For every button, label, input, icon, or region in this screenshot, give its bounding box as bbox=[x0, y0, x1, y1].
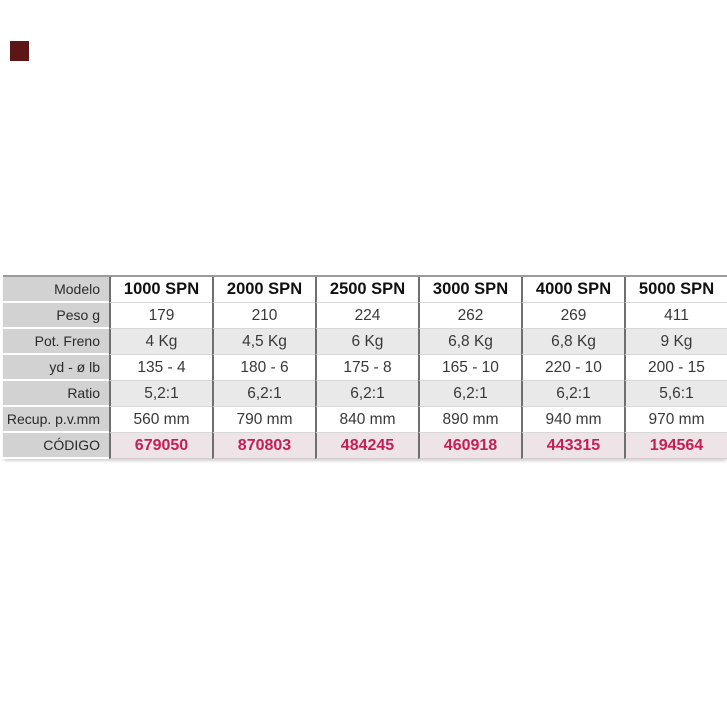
value-cell-peso: 269 bbox=[521, 303, 624, 329]
value-cell-peso: 411 bbox=[624, 303, 727, 329]
value-cell-recup: 890 mm bbox=[418, 407, 521, 433]
value-cell-pot-freno: 4,5 Kg bbox=[212, 329, 315, 355]
value-cell-yd-lb: 175 - 8 bbox=[315, 355, 418, 381]
value-cell-recup: 840 mm bbox=[315, 407, 418, 433]
header-cell-model: 5000 SPN bbox=[624, 277, 727, 303]
value-cell-ratio: 6,2:1 bbox=[315, 381, 418, 407]
value-cell-yd-lb: 200 - 15 bbox=[624, 355, 727, 381]
value-cell-yd-lb: 165 - 10 bbox=[418, 355, 521, 381]
value-cell-ratio: 6,2:1 bbox=[212, 381, 315, 407]
row-label-peso: Peso g bbox=[3, 303, 109, 329]
code-cell: 460918 bbox=[418, 433, 521, 459]
value-cell-recup: 560 mm bbox=[109, 407, 212, 433]
code-cell: 870803 bbox=[212, 433, 315, 459]
value-cell-recup: 970 mm bbox=[624, 407, 727, 433]
value-cell-ratio: 5,2:1 bbox=[109, 381, 212, 407]
code-cell: 679050 bbox=[109, 433, 212, 459]
value-cell-recup: 790 mm bbox=[212, 407, 315, 433]
row-label-yd-lb: yd - ø lb bbox=[3, 355, 109, 381]
value-cell-peso: 262 bbox=[418, 303, 521, 329]
value-cell-yd-lb: 135 - 4 bbox=[109, 355, 212, 381]
value-cell-peso: 179 bbox=[109, 303, 212, 329]
value-cell-pot-freno: 6,8 Kg bbox=[521, 329, 624, 355]
value-cell-pot-freno: 9 Kg bbox=[624, 329, 727, 355]
header-cell-model: 2500 SPN bbox=[315, 277, 418, 303]
code-cell: 194564 bbox=[624, 433, 727, 459]
value-cell-peso: 224 bbox=[315, 303, 418, 329]
row-label-pot-freno: Pot. Freno bbox=[3, 329, 109, 355]
code-cell: 484245 bbox=[315, 433, 418, 459]
value-cell-pot-freno: 6,8 Kg bbox=[418, 329, 521, 355]
value-cell-ratio: 6,2:1 bbox=[418, 381, 521, 407]
header-cell-model: 2000 SPN bbox=[212, 277, 315, 303]
corner-mark-icon bbox=[10, 41, 29, 61]
value-cell-pot-freno: 6 Kg bbox=[315, 329, 418, 355]
value-cell-peso: 210 bbox=[212, 303, 315, 329]
header-cell-model: 3000 SPN bbox=[418, 277, 521, 303]
header-cell-model: 4000 SPN bbox=[521, 277, 624, 303]
code-cell: 443315 bbox=[521, 433, 624, 459]
row-label-recup: Recup. p.v.mm bbox=[3, 407, 109, 433]
header-cell-model: 1000 SPN bbox=[109, 277, 212, 303]
value-cell-pot-freno: 4 Kg bbox=[109, 329, 212, 355]
value-cell-ratio: 6,2:1 bbox=[521, 381, 624, 407]
value-cell-recup: 940 mm bbox=[521, 407, 624, 433]
row-label-ratio: Ratio bbox=[3, 381, 109, 407]
value-cell-ratio: 5,6:1 bbox=[624, 381, 727, 407]
row-label-codigo: CÓDIGO bbox=[3, 433, 109, 459]
row-label-modelo: Modelo bbox=[3, 277, 109, 303]
spec-table bbox=[3, 275, 727, 459]
value-cell-yd-lb: 180 - 6 bbox=[212, 355, 315, 381]
value-cell-yd-lb: 220 - 10 bbox=[521, 355, 624, 381]
